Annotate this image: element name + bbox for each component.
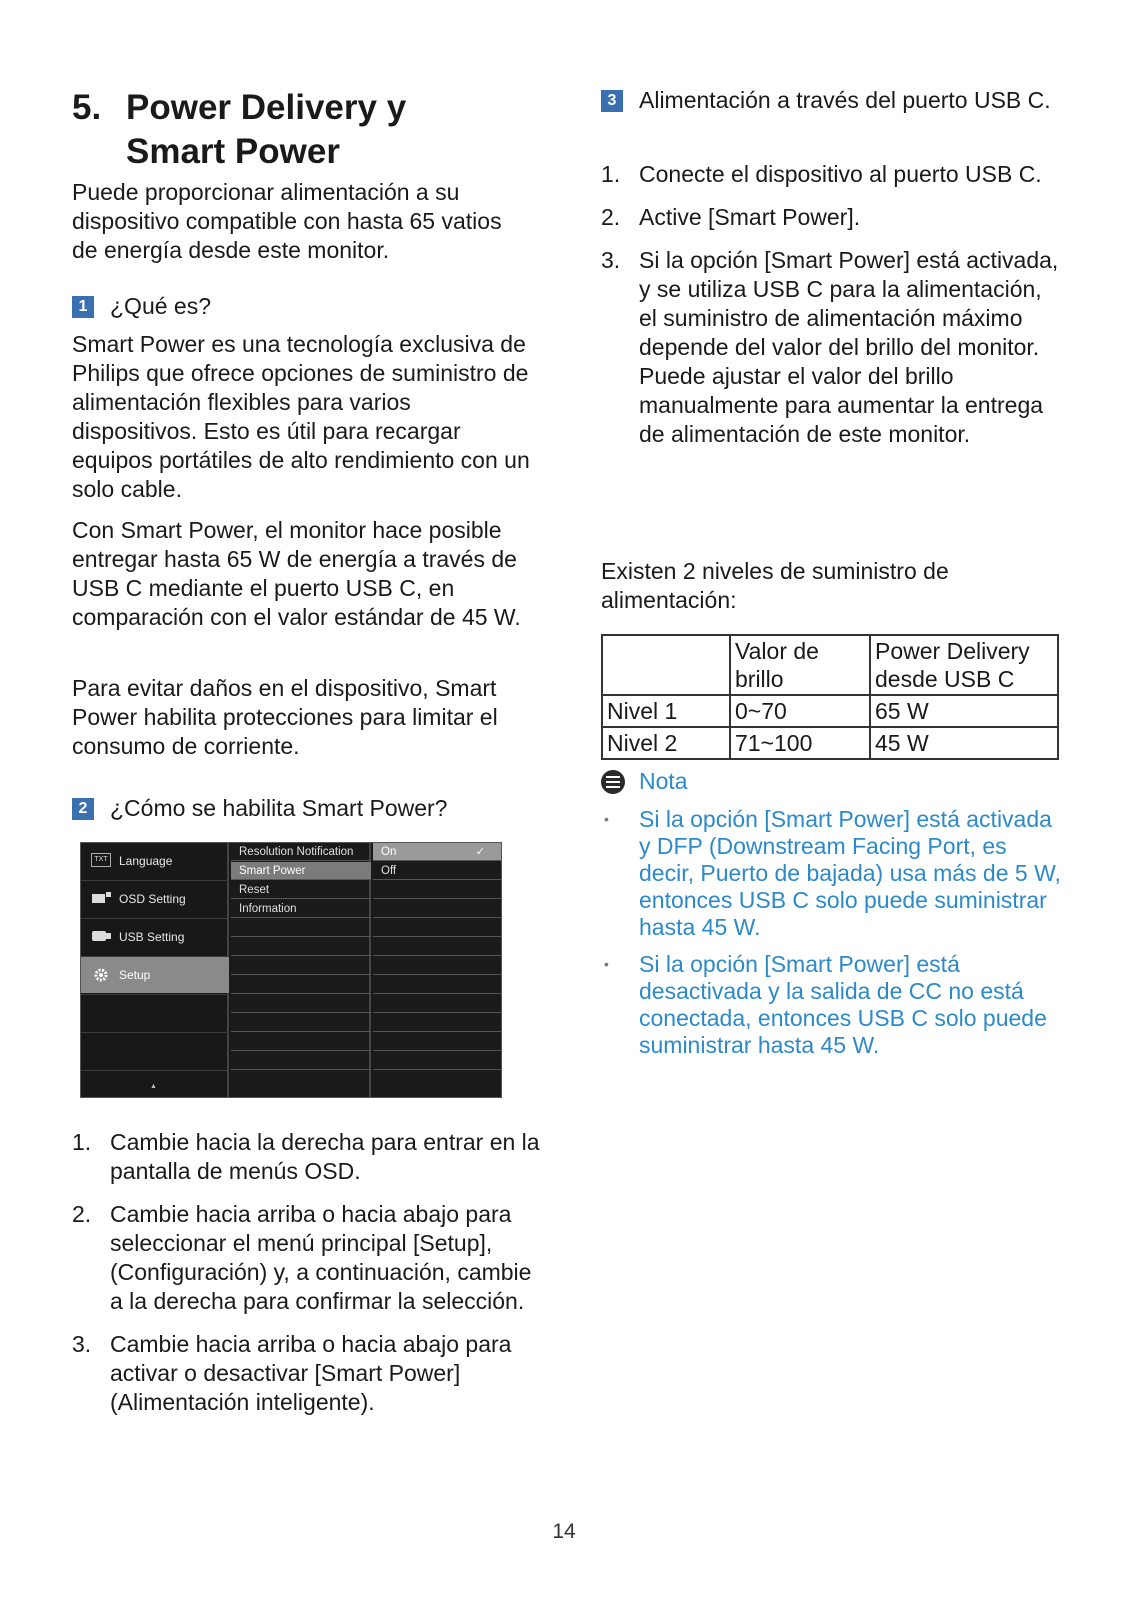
step-text: Active [Smart Power]. bbox=[639, 204, 861, 230]
osd-submenu-row-empty bbox=[231, 1052, 371, 1070]
section-badge-3: 3 bbox=[601, 90, 623, 112]
osd-item-label: OSD Setting bbox=[119, 892, 186, 906]
step-number: 1. bbox=[72, 1129, 92, 1155]
step-item bbox=[72, 1200, 542, 1316]
step-item bbox=[601, 160, 1061, 189]
step-item bbox=[72, 1128, 542, 1186]
what-is-heading-text: ¿Qué es? bbox=[110, 293, 211, 319]
table-row bbox=[602, 695, 1058, 727]
osd-option-empty bbox=[373, 900, 502, 918]
osd-item-osd-setting bbox=[81, 881, 229, 917]
note-item-text: Si la opción [Smart Power] está activada y DFP (Downstream Facing Port, es decir, Puerto de bajada) usa más de 5 W, entonces USB C solo puede suministrar hasta 45 W. bbox=[639, 806, 1061, 940]
step-text: Cambie hacia arriba o hacia abajo para activar o desactivar [Smart Power] (Alimentación inteligente). bbox=[110, 1331, 512, 1415]
section-number: 5. bbox=[72, 88, 102, 127]
step-number: 1. bbox=[601, 161, 621, 187]
step-number: 2. bbox=[601, 204, 621, 230]
osd-item-usb-setting bbox=[81, 919, 229, 955]
step-number: 3. bbox=[72, 1331, 92, 1357]
osd-option-empty bbox=[373, 1014, 502, 1032]
osd-submenu bbox=[231, 843, 371, 1098]
section-title-line2: Smart Power bbox=[126, 132, 340, 171]
table-header-row bbox=[602, 635, 1058, 695]
page-number: 14 bbox=[552, 1520, 576, 1543]
power-levels-table bbox=[601, 634, 1059, 760]
step-number: 2. bbox=[72, 1201, 92, 1227]
note-label: Nota bbox=[639, 768, 688, 794]
step-text: Si la opción [Smart Power] está activada, y se utiliza USB C para la alimentación, el suministro de alimentación máximo depende del valor del brillo del monitor. Puede ajustar el valor del brillo manualmente para aumentar la entrega de alimentación de este monitor. bbox=[639, 247, 1059, 447]
osd-option-off: Off bbox=[373, 862, 502, 880]
note-item-text: Si la opción [Smart Power] está desactivada y la salida de CC no está conectada, entonces USB C solo puede suministrar hasta 45 W. bbox=[639, 951, 1047, 1058]
how-to-steps bbox=[72, 1128, 542, 1431]
table-header-cell: Power Delivery desde USB C bbox=[870, 635, 1058, 695]
step-text: Cambie hacia la derecha para entrar en la pantalla de menús OSD. bbox=[110, 1129, 540, 1184]
osd-submenu-row-empty bbox=[231, 1033, 371, 1051]
note-item bbox=[601, 951, 1061, 1059]
osd-item-setup bbox=[81, 957, 229, 993]
table-cell: Nivel 1 bbox=[602, 695, 730, 727]
step-text: Cambie hacia arriba o hacia abajo para seleccionar el menú principal [Setup], (Configuración) y, a continuación, cambie a la derecha para confirmar la selección. bbox=[110, 1201, 532, 1314]
note-heading bbox=[601, 767, 688, 796]
section-badge-2: 2 bbox=[72, 798, 94, 820]
osd-submenu-row-empty bbox=[231, 976, 371, 994]
what-is-paragraph-3: Para evitar daños en el dispositivo, Smart Power habilita protecciones para limitar el consumo de corriente. bbox=[72, 675, 498, 759]
osd-menu-screenshot bbox=[80, 842, 502, 1098]
osd-setting-icon bbox=[91, 891, 111, 905]
step-number: 3. bbox=[601, 247, 621, 273]
osd-submenu-row-empty bbox=[231, 938, 371, 956]
osd-submenu-row: Information bbox=[231, 900, 371, 918]
step-text: Conecte el dispositivo al puerto USB C. bbox=[639, 161, 1042, 187]
language-icon: TXT bbox=[91, 853, 111, 867]
table-row bbox=[602, 727, 1058, 759]
osd-option-on bbox=[373, 843, 502, 861]
usb-power-heading-text: Alimentación a través del puerto USB C. bbox=[639, 87, 1051, 113]
osd-options bbox=[373, 843, 502, 1098]
table-cell: 45 W bbox=[870, 727, 1058, 759]
table-header-cell: Valor de brillo bbox=[730, 635, 870, 695]
scroll-up-icon: ▲ bbox=[150, 1083, 157, 1090]
osd-option-empty bbox=[373, 1033, 502, 1051]
osd-option-empty bbox=[373, 976, 502, 994]
osd-separator bbox=[81, 1032, 229, 1033]
osd-option-empty bbox=[373, 919, 502, 937]
osd-submenu-row: Resolution Notification bbox=[231, 843, 371, 861]
osd-submenu-row-empty bbox=[231, 1014, 371, 1032]
osd-item-label: USB Setting bbox=[119, 930, 185, 944]
osd-item-label: Setup bbox=[119, 968, 151, 982]
how-to-heading-text: ¿Cómo se habilita Smart Power? bbox=[110, 795, 448, 821]
step-item bbox=[72, 1330, 542, 1417]
note-list bbox=[601, 806, 1061, 1069]
section-title-line1: Power Delivery y bbox=[126, 88, 407, 127]
osd-option-empty bbox=[373, 881, 502, 899]
osd-submenu-row-empty bbox=[231, 957, 371, 975]
what-is-heading bbox=[72, 292, 211, 321]
what-is-paragraph-1: Smart Power es una tecnología exclusiva de Philips que ofrece opciones de suministro de alimentación flexibles para varios dispositivos. Esto es útil para recargar equipos portátiles de alto rendimiento con un solo cable. bbox=[72, 331, 530, 502]
step-item bbox=[601, 203, 1061, 232]
note-item bbox=[601, 806, 1061, 941]
osd-main-menu bbox=[81, 843, 229, 1098]
check-icon: ✓ bbox=[475, 846, 485, 858]
osd-option-empty bbox=[373, 957, 502, 975]
usb-icon bbox=[91, 929, 111, 943]
section-title bbox=[72, 86, 542, 174]
osd-option-empty bbox=[373, 1052, 502, 1070]
intro-paragraph: Puede proporcionar alimentación a su dispositivo compatible con hasta 65 vatios de energía desde este monitor. bbox=[72, 179, 502, 263]
osd-submenu-row-selected: Smart Power bbox=[231, 862, 371, 880]
how-to-heading bbox=[72, 794, 447, 823]
gear-icon bbox=[91, 967, 111, 981]
section-badge-1: 1 bbox=[72, 296, 94, 318]
table-cell: 0~70 bbox=[730, 695, 870, 727]
table-cell: 71~100 bbox=[730, 727, 870, 759]
osd-separator bbox=[81, 1070, 229, 1071]
osd-submenu-row: Reset bbox=[231, 881, 371, 899]
step-item bbox=[601, 246, 1061, 449]
usb-power-steps bbox=[601, 160, 1061, 463]
osd-separator bbox=[81, 994, 229, 995]
note-icon bbox=[601, 770, 625, 794]
table-cell: 65 W bbox=[870, 695, 1058, 727]
table-cell: Nivel 2 bbox=[602, 727, 730, 759]
osd-item-language bbox=[81, 843, 229, 879]
usb-power-heading bbox=[601, 86, 1061, 115]
osd-option-empty bbox=[373, 938, 502, 956]
osd-item-label: Language bbox=[119, 854, 173, 868]
osd-option-label: On bbox=[381, 846, 397, 858]
levels-intro: Existen 2 niveles de suministro de alimentación: bbox=[601, 558, 949, 613]
osd-submenu-row-empty bbox=[231, 995, 371, 1013]
osd-submenu-row-empty bbox=[231, 919, 371, 937]
table-header-cell bbox=[602, 635, 730, 695]
bullet-icon: • bbox=[604, 811, 609, 827]
what-is-paragraph-2: Con Smart Power, el monitor hace posible entregar hasta 65 W de energía a través de USB C mediante el puerto USB C, en comparación con el valor estándar de 45 W. bbox=[72, 517, 521, 630]
osd-option-empty bbox=[373, 995, 502, 1013]
bullet-icon: • bbox=[604, 956, 609, 972]
